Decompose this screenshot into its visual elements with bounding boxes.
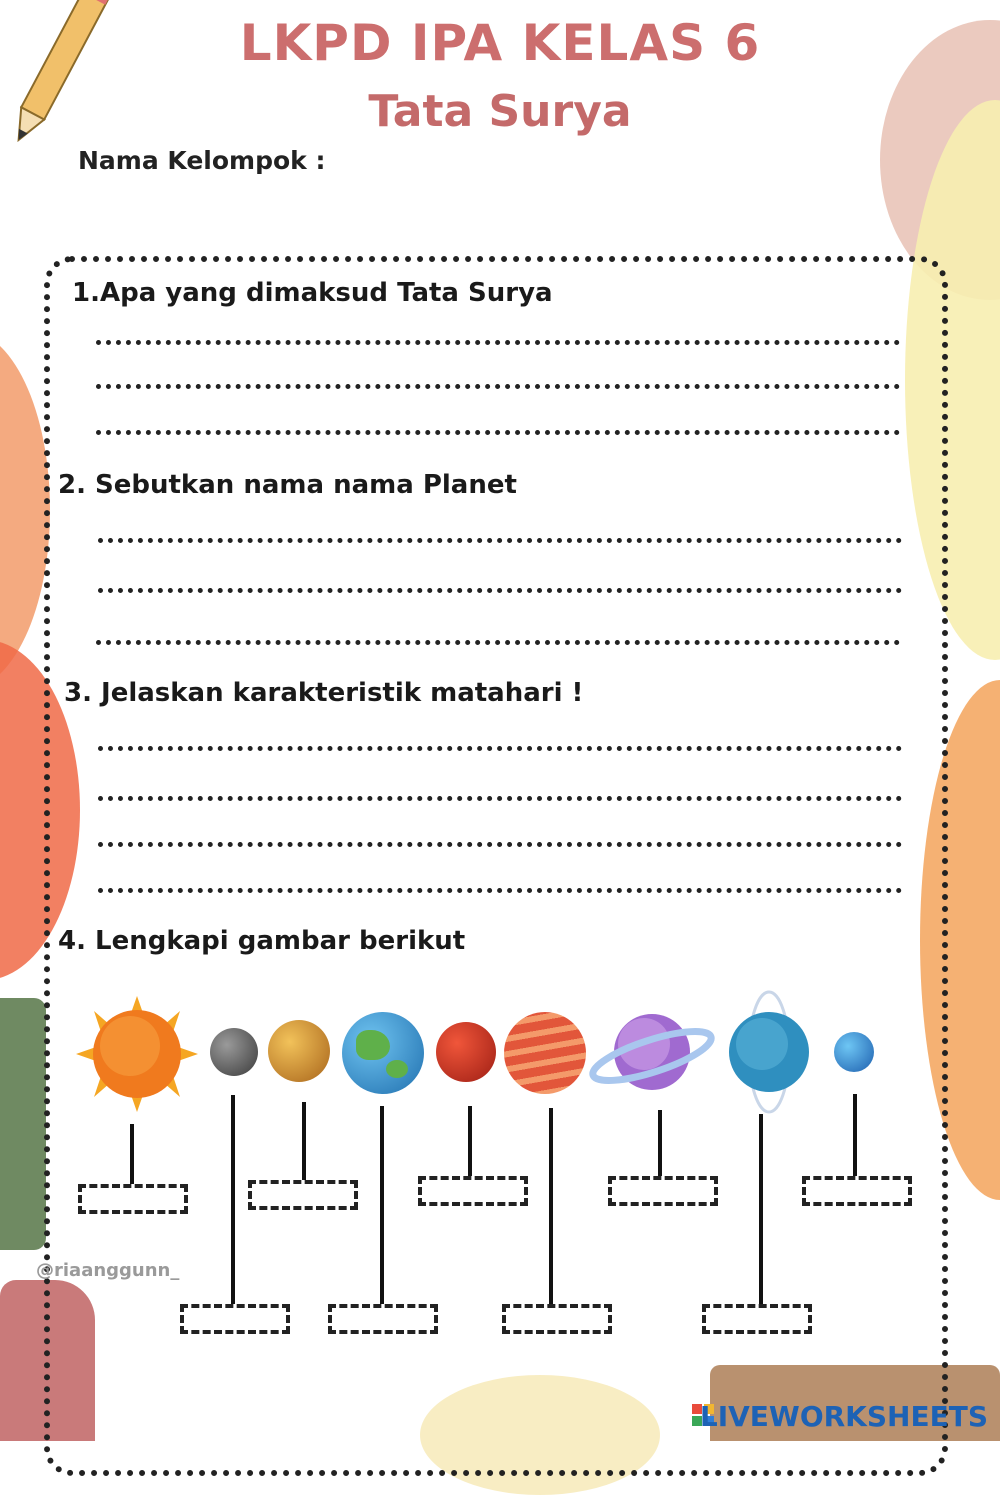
mercury-icon (210, 1028, 258, 1076)
earth-icon (342, 1012, 424, 1094)
connector-sun (130, 1124, 134, 1184)
neptune-icon (834, 1032, 874, 1072)
connector-uranus (759, 1114, 763, 1310)
answer-box-jupiter[interactable] (502, 1304, 612, 1334)
answer-box-uranus[interactable] (702, 1304, 812, 1334)
sun-icon (74, 994, 200, 1114)
saturn-icon (588, 1006, 716, 1098)
question-1: 1.Apa yang dimaksud Tata Surya (72, 278, 553, 308)
answer-line-3d[interactable] (98, 888, 902, 893)
connector-neptune (853, 1094, 857, 1178)
worksheet-frame (44, 256, 948, 1476)
question-3: 3. Jelaskan karakteristik matahari ! (64, 678, 584, 708)
connector-venus (302, 1102, 306, 1180)
answer-line-3a[interactable] (98, 746, 902, 751)
venus-icon (268, 1020, 330, 1082)
earth-land (356, 1030, 390, 1060)
connector-jupiter (549, 1108, 553, 1306)
uranus-icon (724, 990, 814, 1114)
answer-box-sun[interactable] (78, 1184, 188, 1214)
answer-line-2b[interactable] (98, 588, 902, 593)
author-credit: @riaanggunn_ (36, 1260, 180, 1281)
answer-box-venus[interactable] (248, 1180, 358, 1210)
answer-line-1a[interactable] (96, 340, 900, 345)
answer-line-1b[interactable] (96, 384, 900, 389)
answer-box-saturn[interactable] (608, 1176, 718, 1206)
connector-earth (380, 1106, 384, 1306)
decor-book-left (0, 998, 46, 1250)
connector-mars (468, 1106, 472, 1178)
answer-box-mars[interactable] (418, 1176, 528, 1206)
question-4: 4. Lengkapi gambar berikut (58, 926, 466, 956)
question-2: 2. Sebutkan nama nama Planet (58, 470, 517, 500)
connector-saturn (658, 1110, 662, 1180)
answer-line-3b[interactable] (98, 796, 902, 801)
answer-line-2c[interactable] (96, 640, 900, 645)
jupiter-icon (504, 1012, 586, 1094)
page-subtitle: Tata Surya (368, 86, 632, 137)
group-name-label: Nama Kelompok : (78, 146, 326, 175)
connector-mercury (231, 1095, 235, 1307)
earth-land (386, 1060, 408, 1078)
page-title: LKPD IPA KELAS 6 (239, 14, 761, 72)
answer-box-neptune[interactable] (802, 1176, 912, 1206)
answer-box-earth[interactable] (328, 1304, 438, 1334)
answer-line-1c[interactable] (96, 430, 900, 435)
answer-line-2a[interactable] (98, 538, 902, 543)
mars-icon (436, 1022, 496, 1082)
answer-line-3c[interactable] (98, 842, 902, 847)
decor-blob-orange-left (0, 330, 50, 690)
answer-box-mercury[interactable] (180, 1304, 290, 1334)
liveworksheets-brand[interactable]: LIVEWORKSHEETS (699, 1400, 988, 1433)
